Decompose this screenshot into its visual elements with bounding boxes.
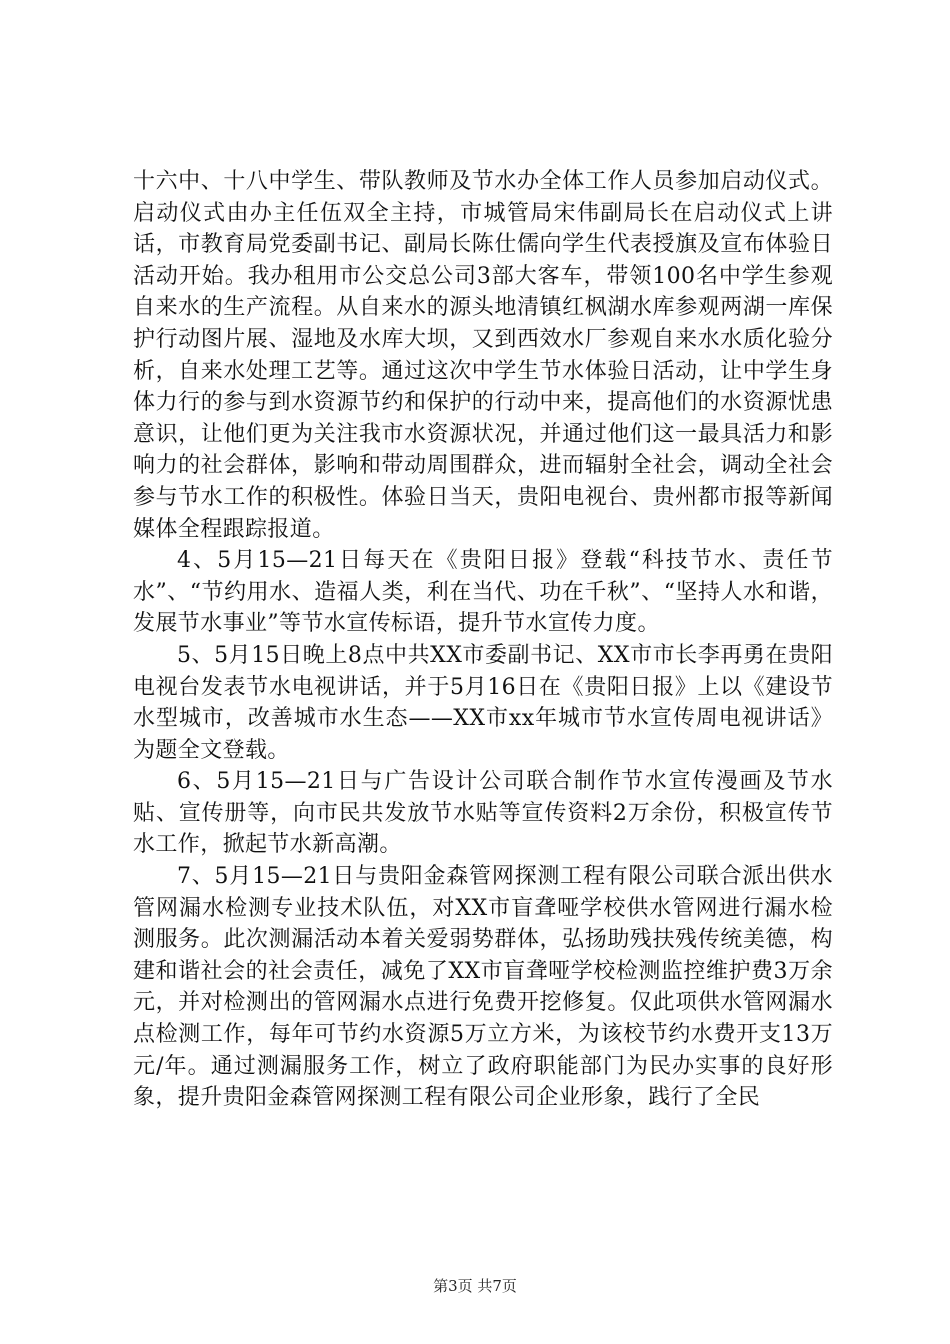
document-body (133, 166, 833, 1114)
paragraph-4: 6、5月15—21日与广告设计公司联合制作节水宣传漫画及节水贴、宣传册等，向市民共发放节水贴等宣传资料2万余份，积极宣传节水工作，掀起节水新高潮。 (133, 769, 833, 858)
page-number-footer: 第3页 共7页 (433, 1277, 517, 1295)
paragraph-2: 4、5月15—21日每天在《贵阳日报》登载“科技节水、责任节水”、“节约用水、造福人类，利在当代、功在千秋”、“坚持人水和谐，发展节水事业”等节水宣传标语，提升节水宣传力度。 (133, 548, 833, 637)
paragraph-1: 十六中、十八中学生、带队教师及节水办全体工作人员参加启动仪式。启动仪式由办主任伍双全主持，市城管局宋伟副局长在启动仪式上讲话，市教育局党委副书记、副局长陈仕儒向学生代表授旗及宣布体验日活动开始。我办租用市公交总公司3部大客车，带领100名中学生参观自来水的生产流程。从自来水的源头地清镇红枫湖水库参观两湖一库保护行动图片展、湿地及水库大坝，又到西效水厂参观自来水水质化验分析，自来水处理工艺等。通过这次中学生节水体验日活动，让中学生身体力行的参与到水资源节约和保护的行动中来，提高他们的水资源忧患意识，让他们更为关注我市水资源状况，并通过他们这一最具活力和影响力的社会群体，影响和带动周围群众，进而辐射全社会，调动全社会参与节水工作的积极性。体验日当天，贵阳电视台、贵州都市报等新闻媒体全程跟踪报道。 (133, 169, 833, 542)
paragraph-3: 5、5月15日晚上8点中共XX市委副书记、XX市市长李再勇在贵阳电视台发表节水电视讲话，并于5月16日在《贵阳日报》上以《建设节水型城市，改善城市水生态——XX市xx年城市节水宣传周电视讲话》为题全文登载。 (133, 642, 833, 763)
paragraph-5: 7、5月15—21日与贵阳金森管网探测工程有限公司联合派出供水管网漏水检测专业技术队伍，对XX市盲聋哑学校供水管网进行漏水检测服务。此次测漏活动本着关爱弱势群体，弘扬助残扶残传统美德，构建和谐社会的社会责任，减免了XX市盲聋哑学校检测监控维护费3万余元，并对检测出的管网漏水点进行免费开挖修复。仅此项供水管网漏水点检测工作，每年可节约水资源5万立方米，为该校节约水费开支13万元/年。通过测漏服务工作，树立了政府职能部门为民办实事的良好形象，提升贵阳金森管网探测工程有限公司企业形象，践行了全民 (133, 864, 833, 1111)
